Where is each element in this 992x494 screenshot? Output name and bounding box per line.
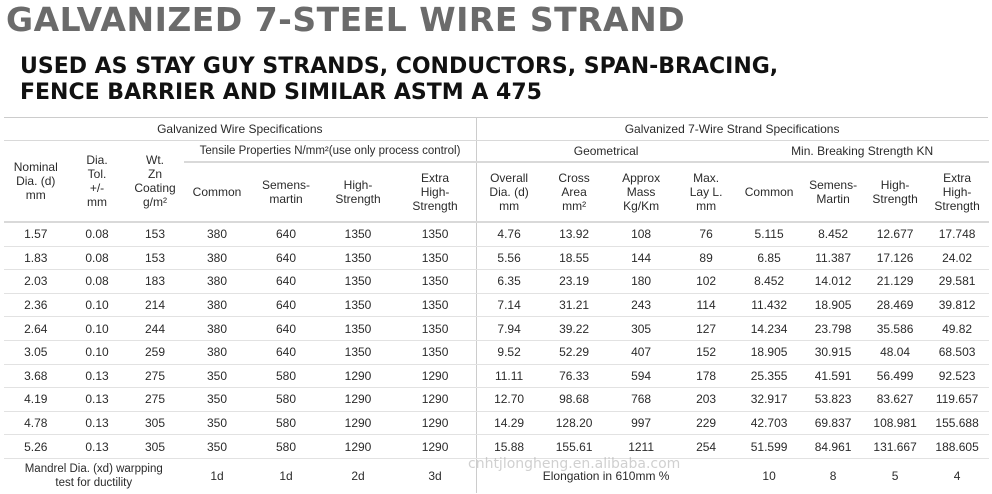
page-subtitle <box>20 54 778 106</box>
table-cell: 580 <box>250 435 322 459</box>
table-cell: 17.126 <box>864 246 926 270</box>
table-cell: 180 <box>606 270 676 294</box>
table-cell: 92.523 <box>926 364 988 388</box>
table-cell: 243 <box>606 293 676 317</box>
table-cell: 178 <box>676 364 736 388</box>
table-cell: 594 <box>606 364 676 388</box>
table-cell: 131.667 <box>864 435 926 459</box>
table-cell: 380 <box>184 293 250 317</box>
table-cell: 52.29 <box>542 340 606 364</box>
table-cell: 119.657 <box>926 388 988 412</box>
table-cell: 25.355 <box>736 364 802 388</box>
col-tensile-semens: Semens- martin <box>250 162 322 222</box>
table-cell: 9.52 <box>476 340 542 364</box>
col-zn-coating: Wt. Zn Coating g/m² <box>126 141 184 223</box>
table-cell: 380 <box>184 222 250 246</box>
col-max-lay: Max. Lay L. mm <box>676 162 736 222</box>
table-cell: 305 <box>126 411 184 435</box>
table-cell: 69.837 <box>802 411 864 435</box>
table-cell: 108.981 <box>864 411 926 435</box>
table-cell: 275 <box>126 388 184 412</box>
table-cell: 144 <box>606 246 676 270</box>
table-cell: 244 <box>126 317 184 341</box>
table-cell: 1290 <box>322 411 394 435</box>
table-cell: 580 <box>250 388 322 412</box>
subtitle-line-1: USED AS STAY GUY STRANDS, CONDUCTORS, SPAN-BRACING, <box>20 54 779 79</box>
table-cell: 17.748 <box>926 222 988 246</box>
elongation-semens: 8 <box>802 458 864 493</box>
table-cell: 254 <box>676 435 736 459</box>
table-cell: 1350 <box>394 270 476 294</box>
table-cell: 380 <box>184 270 250 294</box>
table-row <box>4 435 988 459</box>
tensile-properties-header: Tensile Properties N/mm²(use only process control) <box>184 141 476 163</box>
table-cell: 83.627 <box>864 388 926 412</box>
table-cell: 1.57 <box>4 222 68 246</box>
table-cell: 259 <box>126 340 184 364</box>
table-cell: 1350 <box>394 340 476 364</box>
table-cell: 1350 <box>394 317 476 341</box>
table-cell: 275 <box>126 364 184 388</box>
table-cell: 153 <box>126 246 184 270</box>
table-cell: 30.915 <box>802 340 864 364</box>
spec-table <box>4 118 989 493</box>
table-cell: 98.68 <box>542 388 606 412</box>
table-cell: 3.68 <box>4 364 68 388</box>
table-cell: 76.33 <box>542 364 606 388</box>
mandrel-semens: 1d <box>250 458 322 493</box>
table-cell: 48.04 <box>864 340 926 364</box>
table-cell: 380 <box>184 317 250 341</box>
table-cell: 14.234 <box>736 317 802 341</box>
table-cell: 11.11 <box>476 364 542 388</box>
table-cell: 0.13 <box>68 435 126 459</box>
table-cell: 380 <box>184 340 250 364</box>
wire-spec-header: Galvanized Wire Specifications <box>4 118 476 141</box>
table-cell: 53.823 <box>802 388 864 412</box>
table-cell: 305 <box>126 435 184 459</box>
col-tensile-extra: Extra High- Strength <box>394 162 476 222</box>
table-cell: 1290 <box>322 364 394 388</box>
table-cell: 39.22 <box>542 317 606 341</box>
table-cell: 18.905 <box>736 340 802 364</box>
table-row <box>4 411 988 435</box>
table-cell: 108 <box>606 222 676 246</box>
table-cell: 640 <box>250 246 322 270</box>
table-cell: 12.70 <box>476 388 542 412</box>
subtitle-line-2: FENCE BARRIER AND SIMILAR ASTM A 475 <box>20 80 542 105</box>
table-cell: 8.452 <box>736 270 802 294</box>
table-cell: 21.129 <box>864 270 926 294</box>
table-cell: 56.499 <box>864 364 926 388</box>
table-row <box>4 270 988 294</box>
table-cell: 155.688 <box>926 411 988 435</box>
table-cell: 7.14 <box>476 293 542 317</box>
table-cell: 39.812 <box>926 293 988 317</box>
table-cell: 580 <box>250 364 322 388</box>
table-cell: 76 <box>676 222 736 246</box>
table-cell: 3.05 <box>4 340 68 364</box>
table-cell: 24.02 <box>926 246 988 270</box>
table-cell: 350 <box>184 364 250 388</box>
col-tensile-high: High- Strength <box>322 162 394 222</box>
table-cell: 214 <box>126 293 184 317</box>
breaking-strength-header: Min. Breaking Strength KN <box>736 141 988 163</box>
table-cell: 1350 <box>322 340 394 364</box>
table-cell: 49.82 <box>926 317 988 341</box>
table-cell: 23.19 <box>542 270 606 294</box>
table-cell: 5.115 <box>736 222 802 246</box>
table-cell: 1350 <box>322 246 394 270</box>
table-cell: 68.503 <box>926 340 988 364</box>
geometrical-header: Geometrical <box>476 141 736 163</box>
table-cell: 35.586 <box>864 317 926 341</box>
table-cell: 41.591 <box>802 364 864 388</box>
table-row <box>4 293 988 317</box>
footer-row <box>4 458 988 493</box>
table-cell: 155.61 <box>542 435 606 459</box>
table-cell: 997 <box>606 411 676 435</box>
table-cell: 5.56 <box>476 246 542 270</box>
table-cell: 229 <box>676 411 736 435</box>
table-cell: 14.012 <box>802 270 864 294</box>
col-breaking-semens: Semens- Martin <box>802 162 864 222</box>
table-cell: 153 <box>126 222 184 246</box>
table-cell: 640 <box>250 317 322 341</box>
table-cell: 203 <box>676 388 736 412</box>
table-cell: 11.387 <box>802 246 864 270</box>
table-cell: 183 <box>126 270 184 294</box>
table-cell: 11.432 <box>736 293 802 317</box>
table-cell: 350 <box>184 435 250 459</box>
col-breaking-extra: Extra High- Strength <box>926 162 988 222</box>
table-cell: 1290 <box>322 388 394 412</box>
table-cell: 640 <box>250 270 322 294</box>
table-cell: 1.83 <box>4 246 68 270</box>
table-cell: 1350 <box>322 293 394 317</box>
table-cell: 0.08 <box>68 270 126 294</box>
table-cell: 1211 <box>606 435 676 459</box>
table-cell: 0.08 <box>68 246 126 270</box>
table-cell: 640 <box>250 293 322 317</box>
table-cell: 2.64 <box>4 317 68 341</box>
table-cell: 0.10 <box>68 317 126 341</box>
col-breaking-high: High- Strength <box>864 162 926 222</box>
table-cell: 1350 <box>322 317 394 341</box>
table-cell: 13.92 <box>542 222 606 246</box>
table-cell: 152 <box>676 340 736 364</box>
table-row <box>4 222 988 246</box>
table-cell: 28.469 <box>864 293 926 317</box>
table-cell: 29.581 <box>926 270 988 294</box>
table-cell: 640 <box>250 222 322 246</box>
table-cell: 407 <box>606 340 676 364</box>
table-cell: 14.29 <box>476 411 542 435</box>
spec-table-body <box>4 222 988 493</box>
col-approx-mass: Approx Mass Kg/Km <box>606 162 676 222</box>
table-cell: 18.55 <box>542 246 606 270</box>
table-cell: 4.78 <box>4 411 68 435</box>
col-overall-dia: Overall Dia. (d) mm <box>476 162 542 222</box>
table-cell: 0.10 <box>68 293 126 317</box>
table-cell: 8.452 <box>802 222 864 246</box>
table-cell: 188.605 <box>926 435 988 459</box>
table-cell: 1290 <box>394 388 476 412</box>
elongation-extra: 4 <box>926 458 988 493</box>
col-breaking-common: Common <box>736 162 802 222</box>
table-row <box>4 340 988 364</box>
table-cell: 114 <box>676 293 736 317</box>
table-cell: 6.35 <box>476 270 542 294</box>
table-cell: 1350 <box>394 293 476 317</box>
table-cell: 768 <box>606 388 676 412</box>
table-cell: 23.798 <box>802 317 864 341</box>
col-dia-tol: Dia. Tol. +/- mm <box>68 141 126 223</box>
table-cell: 127 <box>676 317 736 341</box>
table-cell: 89 <box>676 246 736 270</box>
table-cell: 1290 <box>394 364 476 388</box>
table-cell: 305 <box>606 317 676 341</box>
table-cell: 0.13 <box>68 411 126 435</box>
table-cell: 0.08 <box>68 222 126 246</box>
table-cell: 380 <box>184 246 250 270</box>
table-cell: 350 <box>184 411 250 435</box>
table-cell: 15.88 <box>476 435 542 459</box>
table-cell: 102 <box>676 270 736 294</box>
table-cell: 1350 <box>322 222 394 246</box>
table-cell: 1290 <box>394 411 476 435</box>
table-cell: 640 <box>250 340 322 364</box>
table-cell: 7.94 <box>476 317 542 341</box>
table-row <box>4 388 988 412</box>
table-cell: 18.905 <box>802 293 864 317</box>
strand-spec-header: Galvanized 7-Wire Strand Specifications <box>476 118 988 141</box>
elongation-high: 5 <box>864 458 926 493</box>
mandrel-label: Mandrel Dia. (xd) warpping test for ductility <box>4 458 184 493</box>
watermark: cnhtjlongheng.en.alibaba.com <box>468 456 681 472</box>
table-cell: 12.677 <box>864 222 926 246</box>
elongation-common: 10 <box>736 458 802 493</box>
page-title: GALVANIZED 7-STEEL WIRE STRAND <box>6 0 686 39</box>
table-cell: 51.599 <box>736 435 802 459</box>
table-cell: 1350 <box>394 246 476 270</box>
col-tensile-common: Common <box>184 162 250 222</box>
table-cell: 31.21 <box>542 293 606 317</box>
table-cell: 2.03 <box>4 270 68 294</box>
table-cell: 1350 <box>322 270 394 294</box>
elongation-label: Elongation in 610mm % <box>476 458 736 493</box>
table-cell: 1290 <box>394 435 476 459</box>
table-cell: 1290 <box>322 435 394 459</box>
table-row <box>4 246 988 270</box>
table-cell: 5.26 <box>4 435 68 459</box>
table-row <box>4 317 988 341</box>
table-cell: 0.13 <box>68 388 126 412</box>
table-row <box>4 364 988 388</box>
table-cell: 580 <box>250 411 322 435</box>
mandrel-high: 2d <box>322 458 394 493</box>
table-cell: 350 <box>184 388 250 412</box>
col-cross-area: Cross Area mm² <box>542 162 606 222</box>
mandrel-extra: 3d <box>394 458 476 493</box>
table-cell: 1350 <box>394 222 476 246</box>
table-cell: 84.961 <box>802 435 864 459</box>
table-cell: 128.20 <box>542 411 606 435</box>
table-cell: 4.76 <box>476 222 542 246</box>
table-cell: 0.13 <box>68 364 126 388</box>
table-cell: 6.85 <box>736 246 802 270</box>
table-cell: 0.10 <box>68 340 126 364</box>
table-cell: 32.917 <box>736 388 802 412</box>
mandrel-common: 1d <box>184 458 250 493</box>
col-nominal-dia: Nominal Dia. (d) mm <box>4 141 68 223</box>
table-cell: 2.36 <box>4 293 68 317</box>
table-cell: 4.19 <box>4 388 68 412</box>
table-cell: 42.703 <box>736 411 802 435</box>
